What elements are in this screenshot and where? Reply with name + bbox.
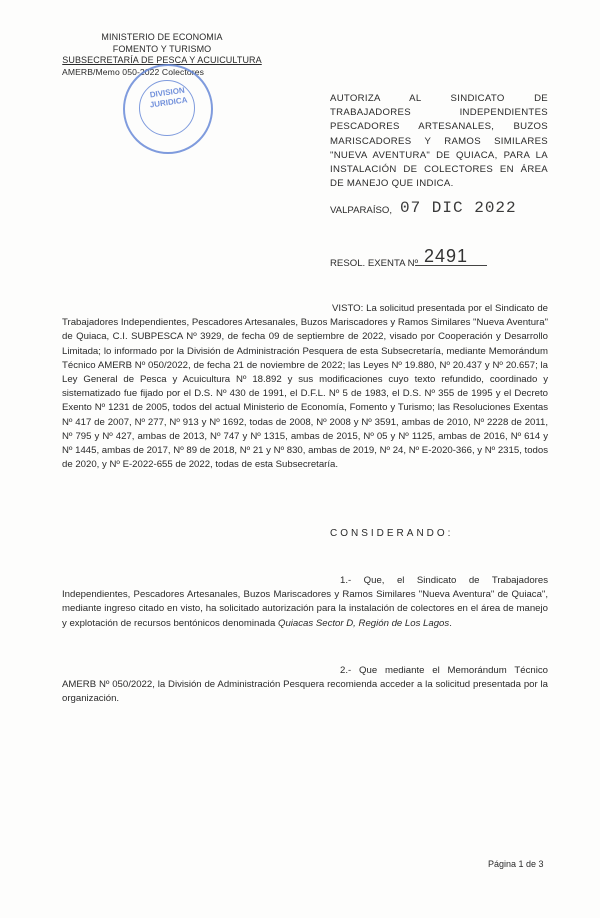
letterhead-subsecretaria: SUBSECRETARÍA DE PESCA Y ACUICULTURA [62,55,262,65]
considerando-heading: CONSIDERANDO: [330,528,454,539]
resolution-number: 2491 [424,246,469,266]
date-label: VALPARAÍSO, [330,205,393,216]
p1-area-name: Quiacas Sector D, Región de Los Lagos [278,617,450,629]
p2-text: 2.- Que mediante el Memorándum Técnico AMERB Nº 050/2022, la División de Administración Pesquera recomienda acceder a la solicitud presentada por la organización. [62,665,548,705]
letterhead-ministry: MINISTERIO DE ECONOMIA [101,32,223,42]
stamp-line-1: DIVISION [149,85,186,100]
visto-text: La solicitud presentada por el Sindicato de Trabajadores Independientes, Pescadores Artesanales, Buzos Mariscadores y Ramos Similares "Nueva Aventura" de Quiaca, C.I. SUBPESCA Nº 3929, de fecha 09 de septiembre de 2022, visado por Cooperación y Desarrollo Limitada; lo informado por la División de Administración Pesquera de esta Subsecretaría, mediante Memorándum Técnico AMERB Nº 050/2022, de fecha 21 de noviembre de 2022; las Leyes Nº 19.880, Nº 20.437 y Nº 20.657; la Ley General de Pesca y Acuicultura Nº 18.892 y sus modificaciones cuyo texto refundido, coordinado y sistematizado fue fijado por el D.S. Nº 430 de 1991, el D.F.L. Nº 5 de 1983, el D.S. Nº 355 de 1995 y el Decreto Exento Nº 1231 de 2005, todos del actual Ministerio de Economía, Fomento y Turismo; las Resoluciones Exentas Nº 417 de 2007, Nº 277, Nº 913 y Nº 1692, todas de 2008, Nº 2008 y Nº 3591, ambas de 2010, Nº 2228 de 2011, Nº 795 y Nº 427, ambas de 2013, Nº 747 y Nº 1315, ambas de 2015, Nº 05 y Nº 1125, ambas de 2016, Nº 614 y Nº 1445, ambas de 2017, Nº 89 de 2018, Nº 21 y Nº 830, ambas de 2019, Nº 24, Nº E-2020-366, y Nº 2315, todos de 2020, y Nº E-2022-655 de 2022, todas de esta Subsecretaría. [62,303,548,471]
stamp-line-2: JURIDICA [149,95,188,110]
resolution-title: AUTORIZA AL SINDICATO DE TRABAJADORES INDEPENDIENTES PESCADORES ARTESANALES, BUZOS MARISCADORES Y RAMOS SIMILARES "NUEVA AVENTURA" DE QUIACA, PARA LA INSTALACIÓN DE COLECTORES EN ÁREA DE MANEJO QUE INDICA. [330,93,548,190]
visto-paragraph [62,302,548,472]
page-number: Página 1 de 3 [488,859,544,869]
p1-lead: 1.- Que, el Sindicato de Trabajadores Independientes, Pescadores Artesanales, Buzos Mariscadores y Ramos Similares "Nueva Aventura" de Quiaca", mediante ingreso citado en visto, ha solicitado autorización para la instalación de colectores en el área de manejo y explotación de recursos bentónicos denominada [62,575,548,629]
resolution-underline [415,265,487,266]
resolution-label: RESOL. EXENTA Nº [330,258,419,269]
visto-lead: VISTO: [332,303,364,314]
considerando-paragraph-1 [62,574,548,631]
letterhead-memo-ref: AMERB/Memo 050-2022 Colectores [62,66,204,77]
division-juridica-stamp [123,64,213,154]
p1-tail: . [449,617,452,629]
letterhead-fomento: FOMENTO Y TURISMO [112,43,212,54]
date-stamp: 07 DIC 2022 [400,199,517,217]
considerando-paragraph-2 [62,664,548,707]
